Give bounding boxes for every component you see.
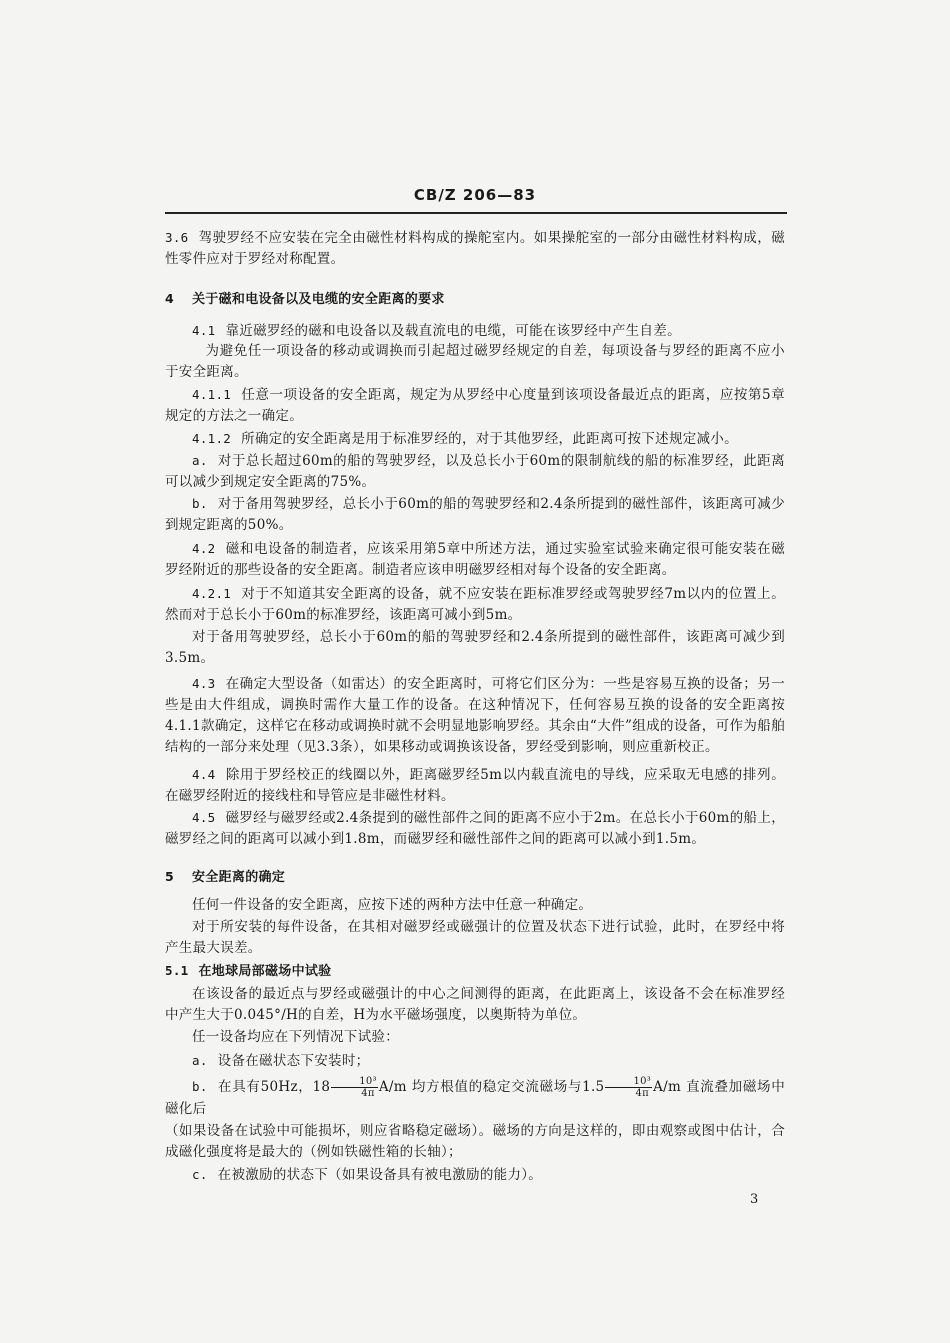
clause-text: 除用于罗经校正的线圈以外，距离磁罗经5m以内载直流电的导线，应采取无电感的排列。在磁罗经附近的接线柱和导管应是非磁性材料。 — [165, 767, 785, 804]
clause-4-2 — [165, 538, 785, 581]
clause-4-2-1-para — [165, 627, 785, 669]
clause-4-1-1 — [165, 384, 785, 427]
clause-4-1 — [165, 320, 785, 342]
paragraph-text: 在该设备的最近点与罗经或磁强计的中心之间测得的距离，在此距离上，该设备不会在标准罗经中产生大于0.045°/H的自差，H为水平磁场强度，以奥斯特为单位。 — [165, 986, 785, 1023]
section-number: 4 — [165, 291, 174, 306]
clause-4-5 — [165, 807, 785, 850]
section-5-para-2 — [165, 917, 785, 959]
item-label: c. — [192, 1167, 208, 1182]
item-5-1-b — [165, 1076, 785, 1120]
clause-number: 4.3 — [192, 676, 216, 691]
clause-text: 对于不知道其安全距离的设备，就不应安装在距标准罗经或驾驶罗经7m以内的位置上。然而对于总长小于60m的标准罗经，该距离可减小到5m。 — [165, 586, 785, 623]
clause-text: 磁和电设备的制造者，应该采用第5章中所述方法，通过实验室试验来确定很可能安装在磁罗经附近的那些设备的安全距离。制造者应该申明磁罗经相对每个设备的安全距离。 — [165, 541, 785, 578]
clause-4-4 — [165, 764, 785, 807]
page-number: 3 — [750, 1192, 759, 1207]
paragraph-text: 对于备用驾驶罗经，总长小于60m的船的驾驶罗经和2.4条所提到的磁性部件，该距离可减少到3.5m。 — [165, 629, 785, 666]
clause-4-3 — [165, 673, 785, 758]
fraction-numerator: 10³ — [331, 1076, 378, 1088]
item-text: 在被激励的状态下（如果设备具有被电激励的能力）。 — [217, 1167, 543, 1183]
item-label: a. — [192, 1053, 208, 1068]
clause-3-6 — [165, 227, 785, 270]
clause-4-1-2 — [165, 428, 785, 450]
section-4-heading — [165, 288, 785, 310]
clause-4-2-1 — [165, 583, 785, 626]
item-label: b. — [192, 1079, 208, 1094]
item-label: a. — [192, 453, 208, 468]
item-text-cont: （如果设备在试验中可能损坏，则应省略稳定磁场）。磁场的方向是这样的，即由观察或图中估计，合成磁化强度将是最大的（例如铁磁性箱的长轴）； — [165, 1123, 785, 1160]
clause-text: 驾驶罗经不应安装在完全由磁性材料构成的操舵室内。如果操舵室的一部分由磁性材料构成，磁性零件应对于罗经对称配置。 — [165, 230, 785, 267]
fraction — [605, 1076, 652, 1099]
clause-5-1-para-2 — [165, 1027, 785, 1048]
clause-text: 所确定的安全距离是用于标准罗经的，对于其他罗经，此距离可按下述规定减小。 — [241, 431, 738, 447]
clause-text: 磁罗经与磁罗经或2.4条提到的磁性部件之间的距离不应小于2m。在总长小于60m的船上，磁罗经之间的距离可以减小到1.8m，而磁罗经和磁性部件之间的距离可以减小到1.5m。 — [165, 810, 785, 847]
item-text-mid: A/m 均方根值的稳定交流磁场与1.5 — [378, 1079, 605, 1095]
item-label: b. — [192, 496, 208, 511]
item-5-1-a — [165, 1050, 785, 1072]
paragraph-text: 任何一件设备的安全距离，应按下述的两种方法中任意一种确定。 — [192, 897, 593, 913]
fraction-numerator: 10³ — [605, 1076, 652, 1088]
clause-number: 4.2.1 — [192, 586, 232, 601]
paragraph-text: 任一设备均应在下列情况下试验： — [192, 1029, 399, 1045]
item-text-post: A/m 直流叠加磁场中磁化后 — [165, 1079, 785, 1117]
clause-number: 3.6 — [165, 230, 189, 245]
item-4-1-2-a — [165, 450, 785, 493]
section-number: 5 — [165, 869, 174, 884]
section-5-heading — [165, 866, 785, 888]
section-5-para-1 — [165, 895, 785, 916]
fraction-denominator: 4π — [635, 1088, 650, 1099]
clause-number: 4.2 — [192, 541, 216, 556]
item-5-1-c — [165, 1164, 785, 1186]
section-title: 关于磁和电设备以及电缆的安全距离的要求 — [192, 292, 445, 307]
clause-5-1-heading — [165, 960, 785, 982]
clause-5-1-para-1 — [165, 984, 785, 1026]
document-code-header: CB/Z 206—83 — [413, 186, 537, 204]
fraction-denominator: 4π — [361, 1088, 375, 1099]
item-4-1-2-b — [165, 493, 785, 536]
item-text-pre: 在具有50Hz，18 — [217, 1079, 331, 1095]
clause-text: 任意一项设备的安全距离，规定为从罗经中心度量到该项设备最近点的距离，应按第5章规定的方法之一确定。 — [165, 387, 785, 424]
item-text: 对于总长超过60m的船的驾驶罗经，以及总长小于60m的限制航线的船的标准罗经，此距离可以减少到规定安全距离的75%。 — [165, 453, 785, 490]
clause-number: 4.4 — [192, 767, 216, 782]
clause-number: 4.1 — [192, 323, 216, 338]
item-text: 设备在磁状态下安装时； — [217, 1053, 370, 1069]
clause-number: 5.1 — [165, 963, 189, 978]
clause-title: 在地球局部磁场中试验 — [198, 964, 332, 979]
item-text: 对于备用驾驶罗经，总长小于60m的船的驾驶罗经和2.4条所提到的磁性部件，该距离可减少到规定距离的50%。 — [165, 496, 785, 533]
clause-number: 4.1.1 — [192, 387, 232, 402]
section-title: 安全距离的确定 — [192, 870, 286, 885]
paragraph-text: 为避免任一项设备的移动或调换而引起超过磁罗经规定的自差，每项设备与罗经的距离不应小于安全距离。 — [165, 343, 785, 380]
fraction — [331, 1076, 378, 1099]
clause-text: 靠近磁罗经的磁和电设备以及载直流电的电缆，可能在该罗经中产生自差。 — [225, 323, 681, 339]
item-5-1-b-cont — [165, 1121, 785, 1163]
clause-number: 4.5 — [192, 810, 216, 825]
header-rule — [165, 212, 787, 214]
clause-text: 在确定大型设备（如雷达）的安全距离时，可将它们区分为：一些是容易互换的设备；另一些是由大件组成，调换时需作大量工作的设备。在这种情况下，任何容易互换的设备的安全距离按4.1.1款确定，这样它在移动或调换时就不会明显地影响罗经。其余由“大件”组成的设备，可作为船舶结构的一部分来处理（见3.3条），如果移动或调换该设备，罗经受到影响，则应重新校正。 — [165, 676, 785, 755]
clause-number: 4.1.2 — [192, 431, 232, 446]
clause-4-1-para — [165, 341, 785, 383]
paragraph-text: 对于所安装的每件设备，在其相对磁罗经或磁强计的位置及状态下进行试验，此时，在罗经中将产生最大误差。 — [165, 919, 785, 956]
